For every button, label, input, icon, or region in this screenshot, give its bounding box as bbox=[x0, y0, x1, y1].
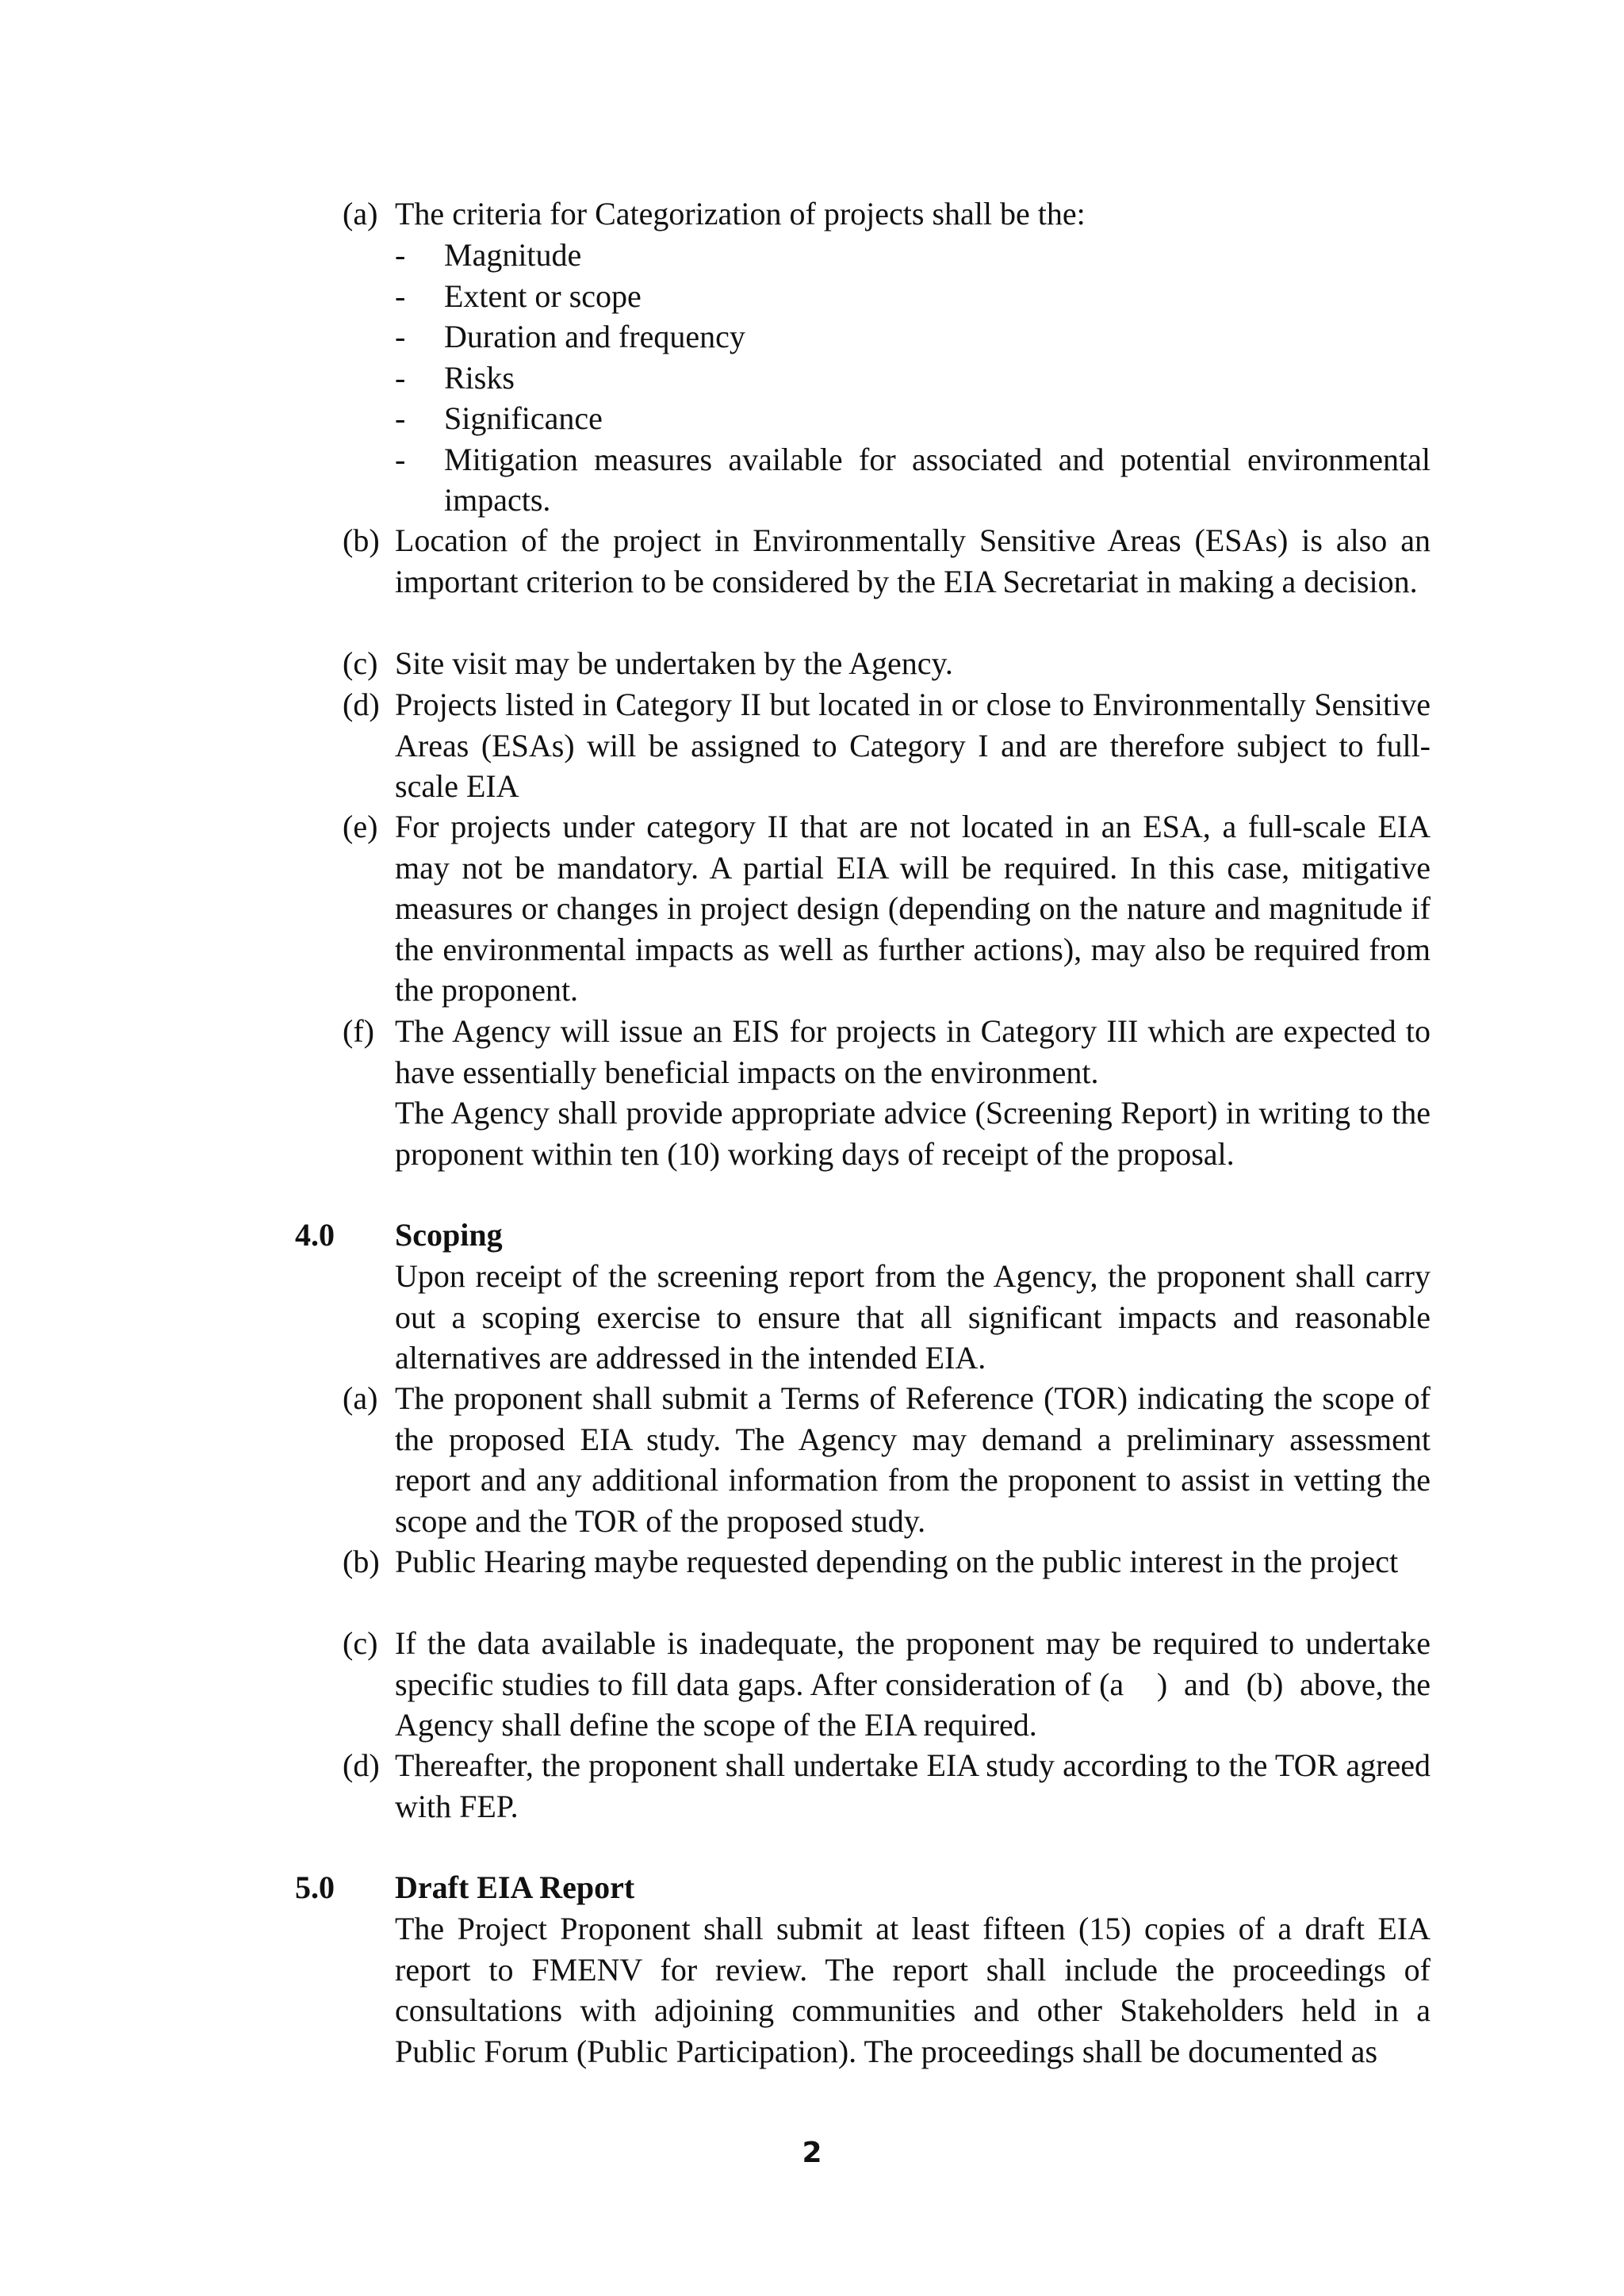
item-label: (f) bbox=[343, 1013, 374, 1049]
bullet-dash: - bbox=[395, 277, 406, 314]
list-item bbox=[343, 643, 1431, 684]
bullet-item bbox=[393, 439, 1431, 521]
item-text: The Agency will issue an EIS for projects in Category III which are expected to have essentially beneficial impacts on the environment. bbox=[395, 1013, 1431, 1090]
list-item bbox=[343, 520, 1431, 602]
item-text: For projects under category II that are not located in an ESA, a full-scale EIA may not be mandatory. A partial EIA will be required. In this case, mitigative measures or changes in project design (depending on the nature and magnitude if the environmental impacts as well as further actions), may also be required from the proponent. bbox=[395, 809, 1431, 1008]
list-item bbox=[343, 1541, 1431, 1582]
item-text: Location of the project in Environmentally Sensitive Areas (ESAs) is also an important criterion to be considered by the EIA Secretariat in making a decision. bbox=[395, 522, 1431, 599]
screening-note: The Agency shall provide appropriate advice (Screening Report) in writing to the proponent within ten (10) working days of receipt of the proposal. bbox=[395, 1095, 1431, 1172]
item-text: If the data available is inadequate, the proponent may be required to undertake specific studies to fill data gaps. After consideration of (a ) and (b) above, the Agency shall define the scope of the EIA required. bbox=[395, 1625, 1438, 1743]
bullet-item bbox=[393, 316, 1431, 358]
item-label: (e) bbox=[343, 809, 378, 844]
section-title: Scoping bbox=[395, 1217, 503, 1253]
bullet-item bbox=[393, 235, 1431, 276]
bullet-dash: - bbox=[395, 359, 406, 396]
item-label: (a) bbox=[343, 1380, 378, 1416]
page-number: 2 bbox=[802, 2137, 822, 2169]
list-item bbox=[343, 1745, 1431, 1827]
item-label: (c) bbox=[343, 645, 378, 681]
bullet-dash: - bbox=[395, 237, 406, 273]
item-text: Site visit may be undertaken by the Agency. bbox=[395, 645, 953, 681]
bullet-text: Risks bbox=[444, 359, 515, 396]
item-label: (d) bbox=[343, 1747, 380, 1783]
list-item bbox=[343, 806, 1431, 1011]
bullet-dash: - bbox=[395, 441, 406, 477]
item-label: (a) bbox=[343, 196, 378, 232]
item-text: Projects listed in Category II but located in or close to Environmentally Sensitive Areas (ESAs) will be assigned to Category I and are therefore subject to full-scale EIA bbox=[395, 687, 1431, 804]
list-item bbox=[343, 1623, 1438, 1746]
item-label: (d) bbox=[343, 687, 380, 722]
section-heading bbox=[295, 1215, 1431, 1256]
list-item bbox=[343, 1378, 1431, 1541]
list-item bbox=[343, 1011, 1431, 1093]
item-label: (c) bbox=[343, 1625, 378, 1661]
bullet-text: Significance bbox=[444, 400, 603, 436]
item-text: The proponent shall submit a Terms of Reference (TOR) indicating the scope of the proposed EIA study. The Agency may demand a preliminary assessment report and any additional information from the proponent to assist in vetting the scope and the TOR of the proposed study. bbox=[395, 1380, 1431, 1539]
section-intro: Upon receipt of the screening report from the Agency, the proponent shall carry out a scoping exercise to ensure that all significant impacts and reasonable alternatives are addressed in the intended EIA. bbox=[395, 1258, 1431, 1376]
bullet-item bbox=[393, 276, 1431, 317]
criteria-bullet-list bbox=[393, 235, 1431, 521]
bullet-text: Magnitude bbox=[444, 237, 582, 273]
bullet-dash: - bbox=[395, 319, 406, 354]
bullet-item bbox=[393, 398, 1431, 439]
bullet-text: Mitigation measures available for associated and potential environmental impacts. bbox=[444, 441, 1431, 518]
section-intro: The Project Proponent shall submit at least fifteen (15) copies of a draft EIA report to FMENV for review. The report shall include the proceedings of consultations with adjoining communities and other Stakeholders held in a Public Forum (Public Participation). The proceedings shall be documented as bbox=[395, 1911, 1431, 2069]
bullet-text: Extent or scope bbox=[444, 277, 642, 314]
item-text: The criteria for Categorization of projects shall be the: bbox=[395, 196, 1086, 232]
item-label: (b) bbox=[343, 522, 380, 558]
item-text: Thereafter, the proponent shall undertake EIA study according to the TOR agreed with FEP. bbox=[395, 1747, 1431, 1824]
bullet-item bbox=[393, 358, 1431, 399]
item-label: (b) bbox=[343, 1544, 380, 1579]
section-title: Draft EIA Report bbox=[395, 1869, 635, 1905]
item-text: Public Hearing maybe requested depending on the public interest in the project bbox=[395, 1544, 1399, 1579]
criteria-item bbox=[343, 193, 1431, 235]
bullet-dash: - bbox=[395, 400, 406, 436]
bullet-text: Duration and frequency bbox=[444, 319, 745, 354]
section-number: 4.0 bbox=[295, 1217, 335, 1253]
section-number: 5.0 bbox=[295, 1869, 335, 1905]
section-heading bbox=[295, 1867, 1431, 1908]
list-item bbox=[343, 684, 1431, 807]
